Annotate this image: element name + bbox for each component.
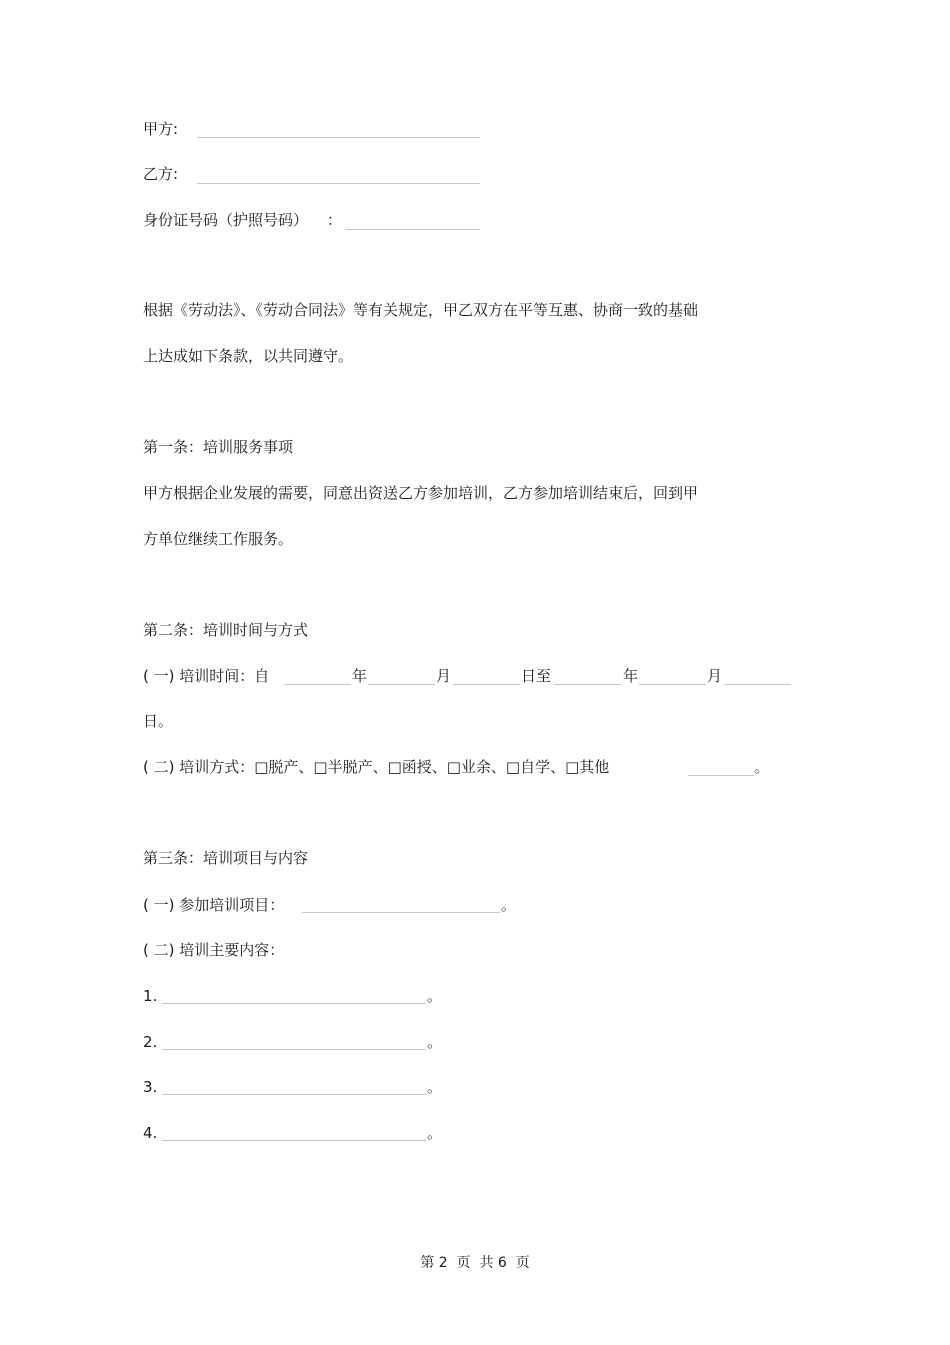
party-b-label: 乙方: bbox=[143, 165, 179, 183]
end-day-label: 日。 bbox=[143, 712, 174, 730]
content-item-1-end: 。 bbox=[427, 987, 443, 1005]
content-item-4-blank[interactable] bbox=[162, 1140, 426, 1141]
content-item-1-blank[interactable] bbox=[162, 1003, 426, 1004]
article-1-title: 第一条：培训服务事项 bbox=[143, 438, 294, 456]
content-item-2-end: 。 bbox=[427, 1033, 443, 1051]
start-month-label: 月 bbox=[436, 667, 452, 685]
article-3-title: 第三条：培训项目与内容 bbox=[143, 849, 309, 867]
training-project-label: ( 一) 参加培训项目： bbox=[143, 896, 285, 914]
article-1-line-2: 方单位继续工作服务。 bbox=[143, 530, 294, 548]
id-colon: ： bbox=[327, 211, 343, 229]
start-year-label: 年 bbox=[352, 667, 368, 685]
end-year-label: 年 bbox=[623, 667, 639, 685]
end-year-blank[interactable] bbox=[554, 684, 621, 685]
article-1-line-1: 甲方根据企业发展的需要，同意出资送乙方参加培训，乙方参加培训结束后，回到甲 bbox=[143, 484, 699, 502]
article-2-title: 第二条：培训时间与方式 bbox=[143, 621, 309, 639]
start-year-blank[interactable] bbox=[284, 684, 351, 685]
training-time-label: ( 一) 培训时间：自 bbox=[143, 667, 270, 685]
training-project-end: 。 bbox=[501, 896, 517, 914]
end-month-blank[interactable] bbox=[639, 684, 706, 685]
training-project-blank[interactable] bbox=[302, 912, 500, 913]
party-b-blank[interactable] bbox=[197, 183, 480, 184]
content-item-4-num: 4. bbox=[143, 1124, 158, 1142]
id-blank[interactable] bbox=[345, 229, 480, 230]
party-a-label: 甲方: bbox=[143, 120, 179, 138]
content-item-4-end: 。 bbox=[427, 1124, 443, 1142]
other-mode-blank[interactable] bbox=[688, 775, 754, 776]
content-item-3-blank[interactable] bbox=[162, 1094, 426, 1095]
preamble-line-2: 上达成如下条款，以共同遵守。 bbox=[143, 347, 354, 365]
training-mode-text: ( 二) 培训方式：□脱产、□半脱产、□函授、□业余、□自学、□其他 bbox=[143, 758, 610, 776]
content-item-2-num: 2. bbox=[143, 1033, 158, 1051]
content-item-1-num: 1. bbox=[143, 987, 158, 1005]
end-month-label: 月 bbox=[707, 667, 723, 685]
end-day-blank[interactable] bbox=[724, 684, 791, 685]
party-a-blank[interactable] bbox=[197, 137, 480, 138]
page-number: 第 2 页 共 6 页 bbox=[420, 1255, 530, 1271]
start-day-blank[interactable] bbox=[453, 684, 520, 685]
content-item-3-end: 。 bbox=[427, 1078, 443, 1096]
training-mode-end: 。 bbox=[754, 758, 770, 776]
id-label: 身份证号码（护照号码） bbox=[143, 211, 309, 229]
training-content-label: ( 二) 培训主要内容： bbox=[143, 941, 285, 959]
preamble-line-1: 根据《劳动法》、《劳动合同法》等有关规定，甲乙双方在平等互惠、协商一致的基础 bbox=[143, 301, 699, 319]
day-to-label: 日至 bbox=[521, 667, 552, 685]
content-item-2-blank[interactable] bbox=[162, 1049, 426, 1050]
start-month-blank[interactable] bbox=[368, 684, 435, 685]
content-item-3-num: 3. bbox=[143, 1078, 158, 1096]
